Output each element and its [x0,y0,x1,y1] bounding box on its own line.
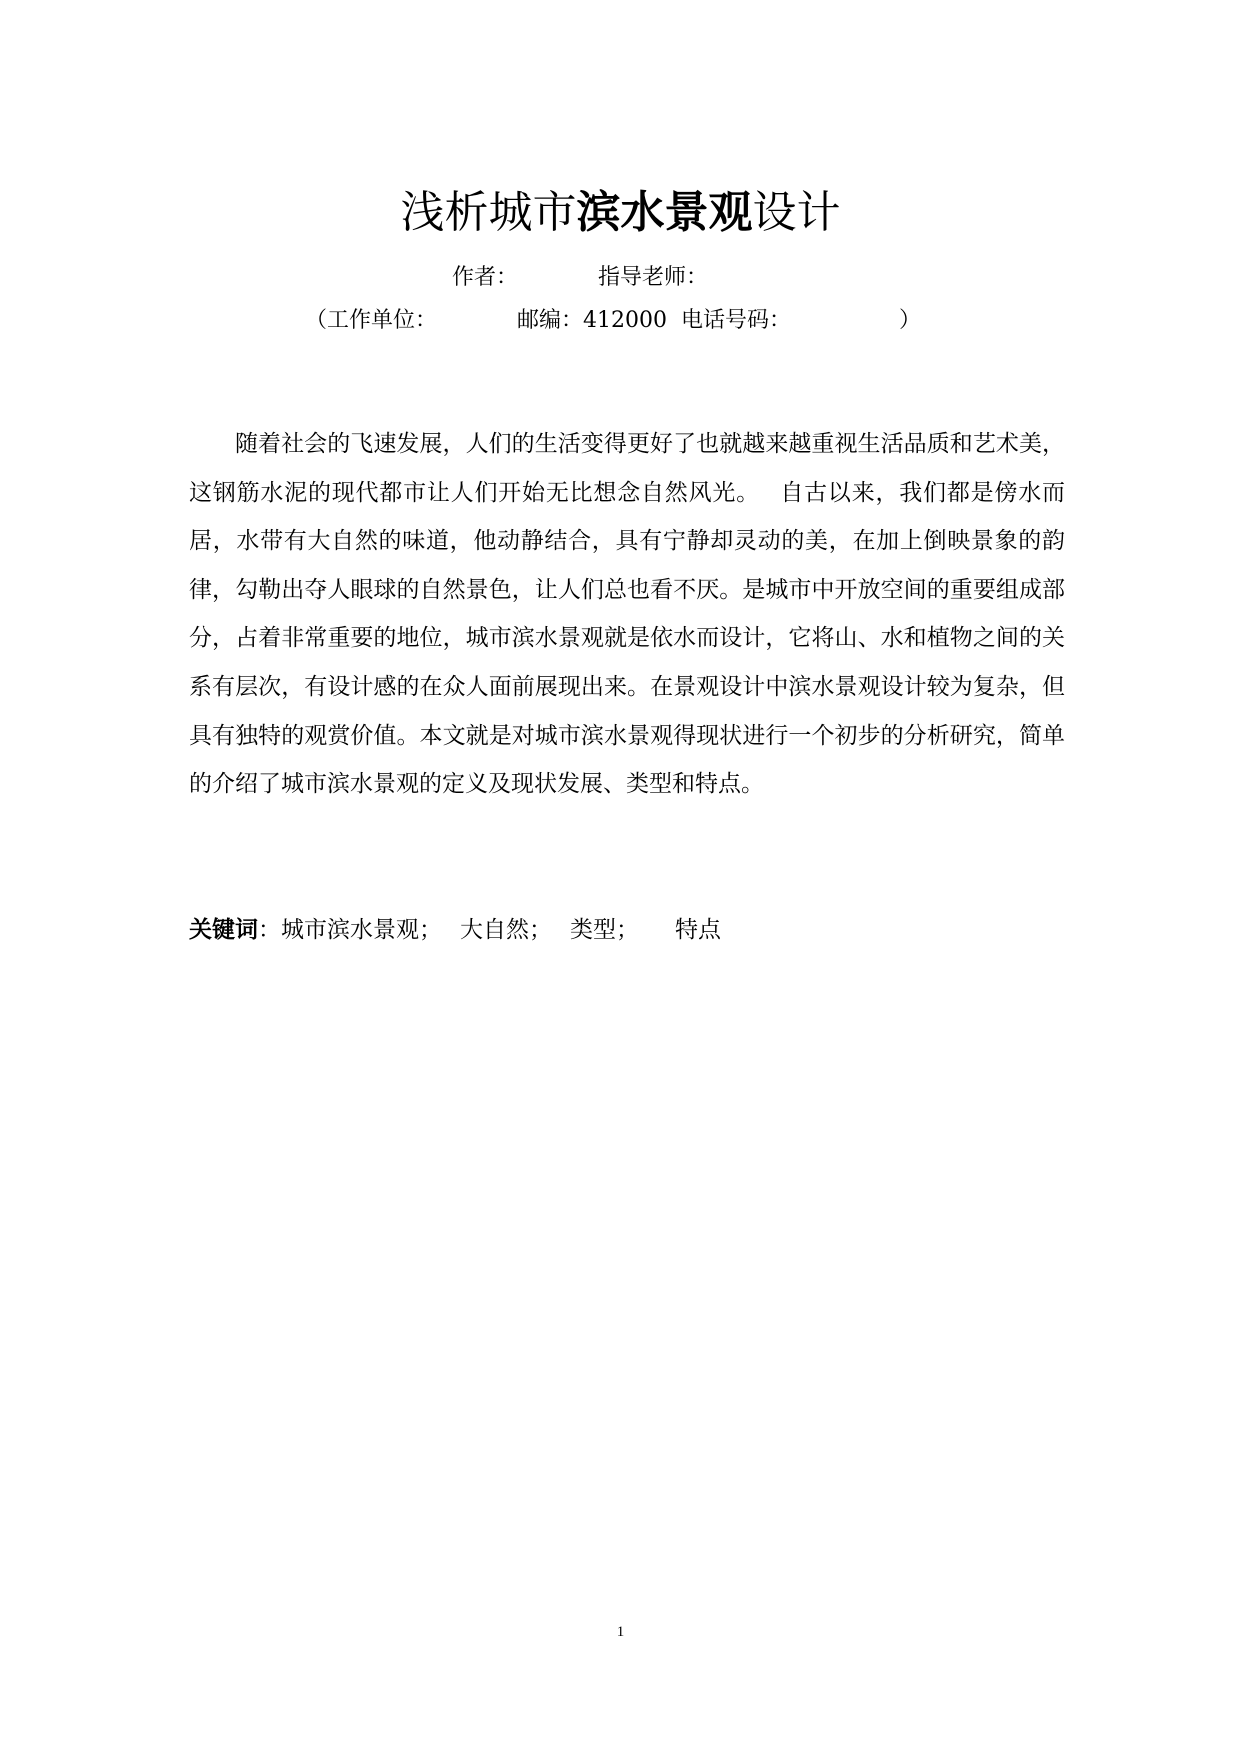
keyword-item: 大自然； [460,917,552,943]
title-part-2-bold: 滨水景观 [576,187,753,238]
page-number: 1 [616,1624,625,1640]
affiliation-close-paren: ） [899,308,922,333]
unit-label: 工作单位： [327,308,438,333]
keywords-line [189,910,721,950]
advisor-label: 指导老师： [598,265,709,290]
phone-label: 电话号码： [681,308,792,333]
paper-title [0,183,1241,243]
keyword-item: 特点 [675,917,721,943]
title-part-1: 浅析城市 [400,187,577,238]
affiliation-open-paren: （ [305,308,328,333]
author-line [452,263,708,293]
postcode-value: 412000 [583,308,668,333]
affiliation-line [305,306,921,336]
postcode-label: 邮编： [517,308,584,333]
keywords-colon: ： [258,917,281,943]
title-part-3: 设计 [752,187,841,238]
keywords-label: 关键词 [189,917,258,943]
keyword-item: 城市滨水景观； [281,917,442,943]
author-label: 作者： [452,265,519,290]
abstract-paragraph: 随着社会的飞速发展，人们的生活变得更好了也就越来越重视生活品质和艺术美，这钢筋水泥的现代都市让人们开始无比想念自然风光。 自古以来，我们都是傍水而居，水带有大自然的味道，他动静结合，具有宁静却灵动的美，在加上倒映景象的韵律，勾勒出夺人眼球的自然景色，让人们总也看不厌。是城市中开放空间的重要组成部分，占着非常重要的地位，城市滨水景观就是依水而设计，它将山、水和植物之间的关系有层次，有设计感的在众人面前展现出来。在景观设计中滨水景观设计较为复杂，但具有独特的观赏价值。本文就是对城市滨水景观得现状进行一个初步的分析研究，简单的介绍了城市滨水景观的定义及现状发展、类型和特点。 [189,431,1065,798]
keyword-item: 类型； [570,917,639,943]
